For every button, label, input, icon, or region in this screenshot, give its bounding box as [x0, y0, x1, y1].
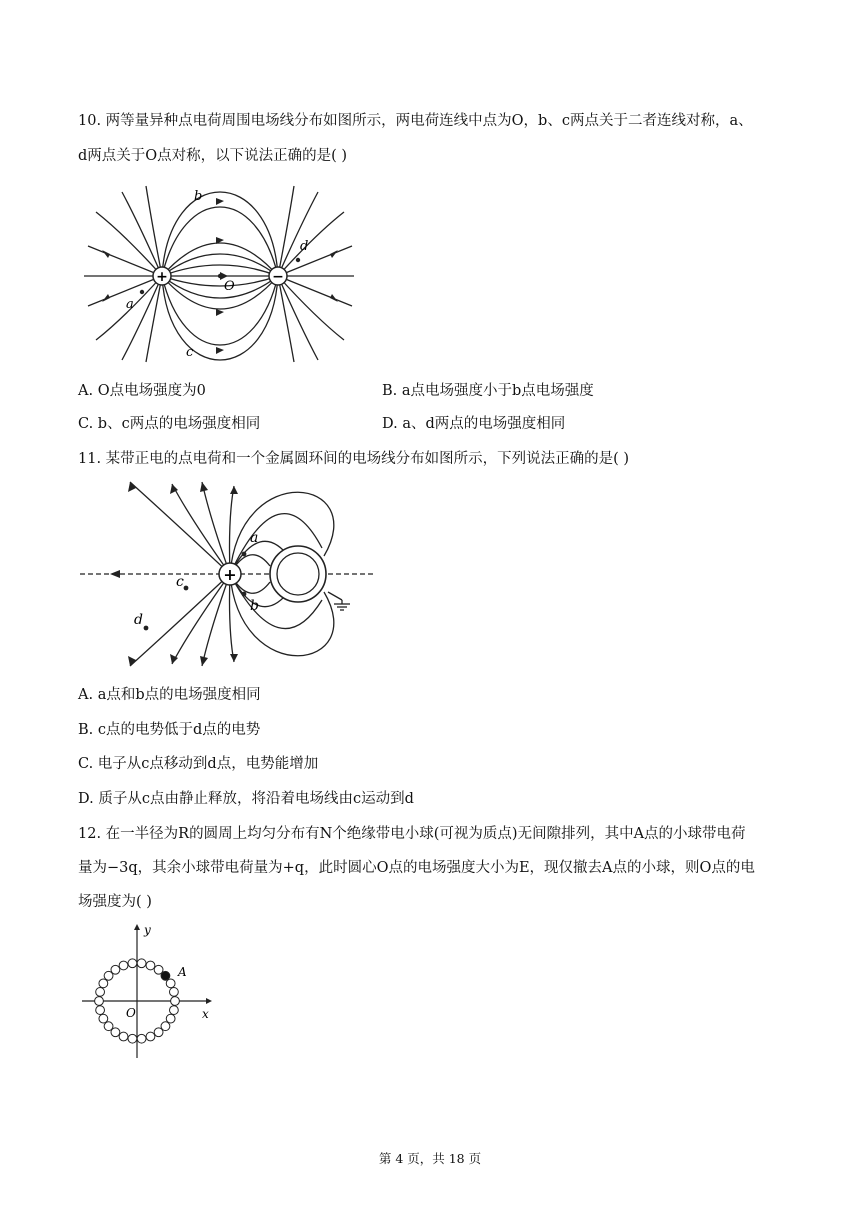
page-footer: 第 4 页，共 18 页	[378, 1151, 482, 1166]
charged-bead	[171, 997, 180, 1006]
q11-option-a[interactable]: A. a点和b点的电场强度相同	[78, 687, 261, 703]
svg-text:y: y	[144, 924, 151, 937]
charged-bead	[137, 959, 146, 968]
q10-stem-line2: d两点关于O点对称，以下说法正确的是( )	[78, 148, 348, 164]
charged-bead	[166, 1014, 175, 1023]
q11-option-d[interactable]: D. 质子从c点由静止释放，将沿着电场线由c运动到d	[78, 791, 414, 807]
q10-stem-line1: 10. 两等量异种点电荷周围电场线分布如图所示，两电荷连线中点为O，b、c两点关于二者连线对称，a、	[78, 113, 753, 129]
charged-bead	[119, 961, 128, 970]
charged-bead	[99, 1014, 108, 1023]
svg-text:a: a	[250, 530, 259, 546]
q10-dipole-figure	[84, 184, 358, 364]
svg-text:x: x	[202, 1007, 209, 1021]
q10-option-c[interactable]: C. b、c两点的电场强度相同	[78, 416, 261, 432]
svg-text:b: b	[194, 189, 203, 204]
charged-bead	[111, 1028, 120, 1037]
q11-option-b[interactable]: B. c点的电势低于d点的电势	[78, 722, 261, 738]
charged-bead	[170, 1006, 179, 1015]
charged-bead	[96, 988, 105, 997]
q12-stem-line2: 量为−3q，其余小球带电荷量为+q，此时圆心O点的电场强度大小为E，现仅撤去A点的小球，则O点的电	[78, 860, 755, 876]
charged-bead	[96, 1006, 105, 1015]
svg-text:c: c	[176, 574, 184, 590]
svg-text:+: +	[223, 565, 237, 584]
svg-text:a: a	[126, 297, 134, 312]
charged-bead	[170, 988, 179, 997]
svg-text:+: +	[156, 269, 168, 285]
charged-bead	[128, 959, 137, 968]
charged-bead	[146, 961, 155, 970]
q12-stem-line3: 场强度为( )	[78, 894, 152, 910]
charged-bead	[119, 1032, 128, 1041]
q11-option-c[interactable]: C. 电子从c点移动到d点，电势能增加	[78, 756, 319, 772]
svg-text:d: d	[300, 239, 309, 254]
metal-ring-inner	[277, 553, 319, 595]
svg-text:b: b	[250, 598, 259, 614]
q10-option-a[interactable]: A. O点电场强度为0	[78, 383, 206, 399]
q11-ring-figure	[80, 478, 390, 670]
charged-bead	[137, 1034, 146, 1043]
charged-bead	[99, 979, 108, 988]
charged-bead	[95, 997, 104, 1006]
svg-text:O: O	[126, 1006, 136, 1020]
charged-bead	[104, 971, 113, 980]
q10-option-d[interactable]: D. a、d两点的电场强度相同	[382, 416, 566, 432]
svg-text:d: d	[134, 612, 143, 628]
charged-bead	[128, 1034, 137, 1043]
svg-text:O: O	[224, 279, 235, 294]
q10-option-b[interactable]: B. a点电场强度小于b点电场强度	[382, 383, 594, 399]
q12-stem-line1: 12. 在一半径为R的圆周上均匀分布有N个绝缘带电小球(可视为质点)无间隙排列，其中A点的小球带电荷	[78, 826, 746, 842]
charged-bead	[154, 965, 163, 974]
charged-bead	[166, 979, 175, 988]
svg-text:c: c	[186, 345, 194, 360]
svg-text:A: A	[178, 965, 187, 979]
q11-stem-line1: 11. 某带正电的点电荷和一个金属圆环间的电场线分布如图所示，下列说法正确的是( )	[78, 451, 630, 467]
charged-bead	[146, 1032, 155, 1041]
svg-text:−: −	[272, 269, 284, 285]
q12-ring-of-charges-figure	[78, 924, 218, 1062]
charged-bead	[161, 1022, 170, 1031]
